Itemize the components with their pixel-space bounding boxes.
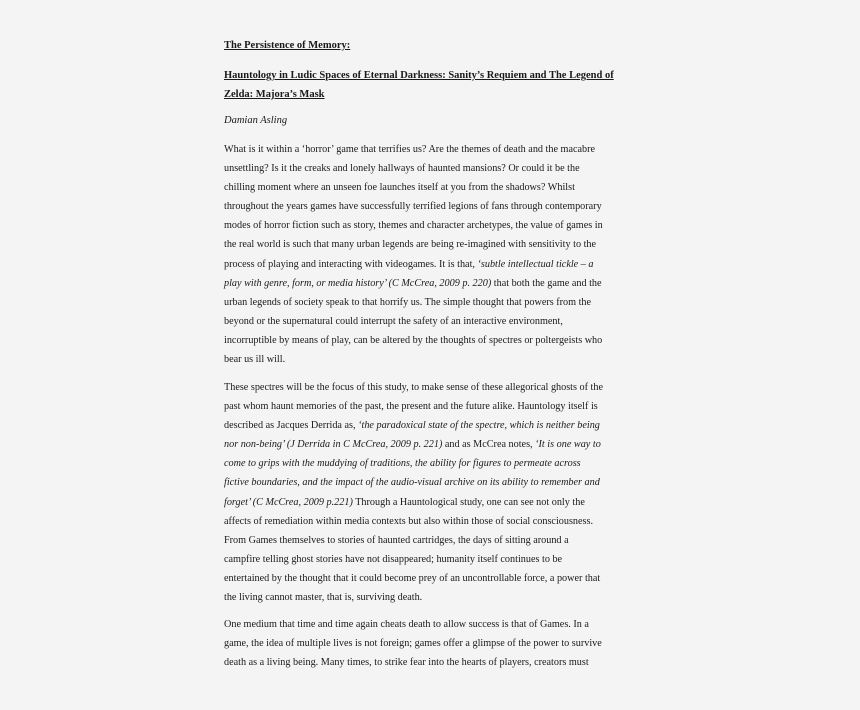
italic-text-segment: come to grips with the muddying of traditions, the ability for figures to permeate across — [224, 458, 581, 470]
text-line — [224, 378, 640, 397]
text-line — [224, 588, 640, 607]
subtitle-line: Zelda: Majora’s Mask — [224, 89, 325, 100]
text-line — [224, 473, 640, 492]
text-segment: game, the idea of multiple lives is not foreign; games offer a glimpse of the power to survive — [224, 638, 602, 650]
subtitle-line: Hauntology in Ludic Spaces of Eternal Darkness: Sanity’s Requiem and The Legend of — [224, 70, 614, 81]
text-segment: chilling moment where an unseen foe launches itself at you from the shadows? Whilst — [224, 182, 575, 194]
text-segment: and as McCrea notes, — [442, 439, 536, 451]
text-line — [224, 331, 640, 350]
text-segment: From Games themselves to stories of haunted cartridges, the days of sitting around a — [224, 534, 569, 546]
text-segment: bear us ill will. — [224, 354, 286, 366]
text-line — [224, 569, 640, 588]
text-line — [224, 216, 640, 235]
text-segment: the living cannot master, that is, surviving death. — [224, 592, 423, 604]
text-segment: entertained by the thought that it could become prey of an uncontrollable force, a power that — [224, 572, 601, 584]
text-segment: modes of horror fiction such as story, themes and character archetypes, the value of games in — [224, 220, 603, 232]
document-title: The Persistence of Memory: — [224, 40, 351, 51]
paragraph-3 — [224, 615, 640, 672]
text-line — [224, 416, 640, 435]
text-segment: Through a Hauntological study, one can see not only the — [352, 496, 585, 508]
text-segment: throughout the years games have successfully terrified legions of fans through contemporary — [224, 201, 602, 213]
text-line — [224, 550, 640, 569]
italic-text-segment: nor non-being’ (J Derrida in C McCrea, 2009 p. 221) — [224, 439, 443, 451]
text-line — [224, 512, 640, 531]
text-line — [224, 634, 640, 653]
text-segment: These spectres will be the focus of this study, to make sense of these allegorical ghosts of the — [224, 382, 604, 393]
text-segment: incorruptible by means of play, can be altered by the thoughts of spectres or poltergeists who — [224, 334, 603, 346]
text-line — [224, 531, 640, 550]
text-line — [224, 454, 640, 473]
text-segment: described as Jacques Derrida as, — [224, 420, 359, 432]
paragraph-1 — [224, 140, 640, 369]
text-segment: that both the game and the — [491, 277, 602, 289]
text-segment: campfire telling ghost stories have not disappeared; humanity itself continues to be — [224, 553, 563, 565]
paragraph-2 — [224, 378, 640, 607]
text-line — [224, 178, 640, 197]
text-line — [224, 274, 640, 293]
text-line — [224, 653, 640, 672]
italic-text-segment: play with genre, form, or media history’ (C McCrea, 2009 p. 220) — [224, 277, 492, 289]
text-segment: process of playing and interacting with videogames. It is that, — [224, 258, 478, 270]
text-segment: unsettling? Is it the creaks and lonely hallways of haunted mansions? Or could it be the — [224, 163, 580, 175]
text-segment: urban legends of society speak to that horrify us. The simple thought that powers from the — [224, 296, 592, 308]
text-line — [224, 312, 640, 331]
italic-text-segment: ‘the paradoxical state of the spectre, which is neither being — [358, 420, 600, 432]
text-segment: affects of remediation within media contexts but also within those of social consciousness. — [224, 515, 594, 527]
text-segment: death as a living being. Many times, to strike fear into the hearts of players, creators must — [224, 657, 589, 669]
text-line — [224, 397, 640, 416]
italic-text-segment: ‘It is one way to — [535, 439, 601, 451]
text-line — [224, 197, 640, 216]
italic-text-segment: forget’ (C McCrea, 2009 p.221) — [224, 496, 353, 508]
italic-text-segment: fictive boundaries, and the impact of the audio-visual archive on its ability to remember and — [224, 477, 600, 489]
text-line — [224, 435, 640, 454]
italic-text-segment: ‘subtle intellectual tickle – a — [477, 258, 594, 270]
text-line — [224, 159, 640, 178]
text-line — [224, 493, 640, 512]
text-line — [224, 255, 640, 274]
document-page — [224, 0, 640, 710]
text-line — [224, 235, 640, 254]
text-segment: past whom haunt memories of the past, the present and the future alike. Hauntology itself is — [224, 401, 598, 413]
text-segment: One medium that time and time again cheats death to allow success is that of Games. In a — [224, 619, 589, 630]
author-name: Damian Asling — [224, 115, 288, 126]
text-segment: the real world is such that many urban legends are being re-imagined with sensitivity to the — [224, 239, 597, 251]
text-segment: beyond or the supernatural could interrupt the safety of an interactive environment, — [224, 315, 563, 327]
text-segment: What is it within a ‘horror’ game that terrifies us? Are the themes of death and the macabre — [224, 144, 596, 155]
document-subtitle — [224, 66, 640, 104]
text-line — [224, 350, 640, 369]
text-line — [224, 615, 640, 634]
text-line — [224, 293, 640, 312]
text-line — [224, 140, 640, 159]
